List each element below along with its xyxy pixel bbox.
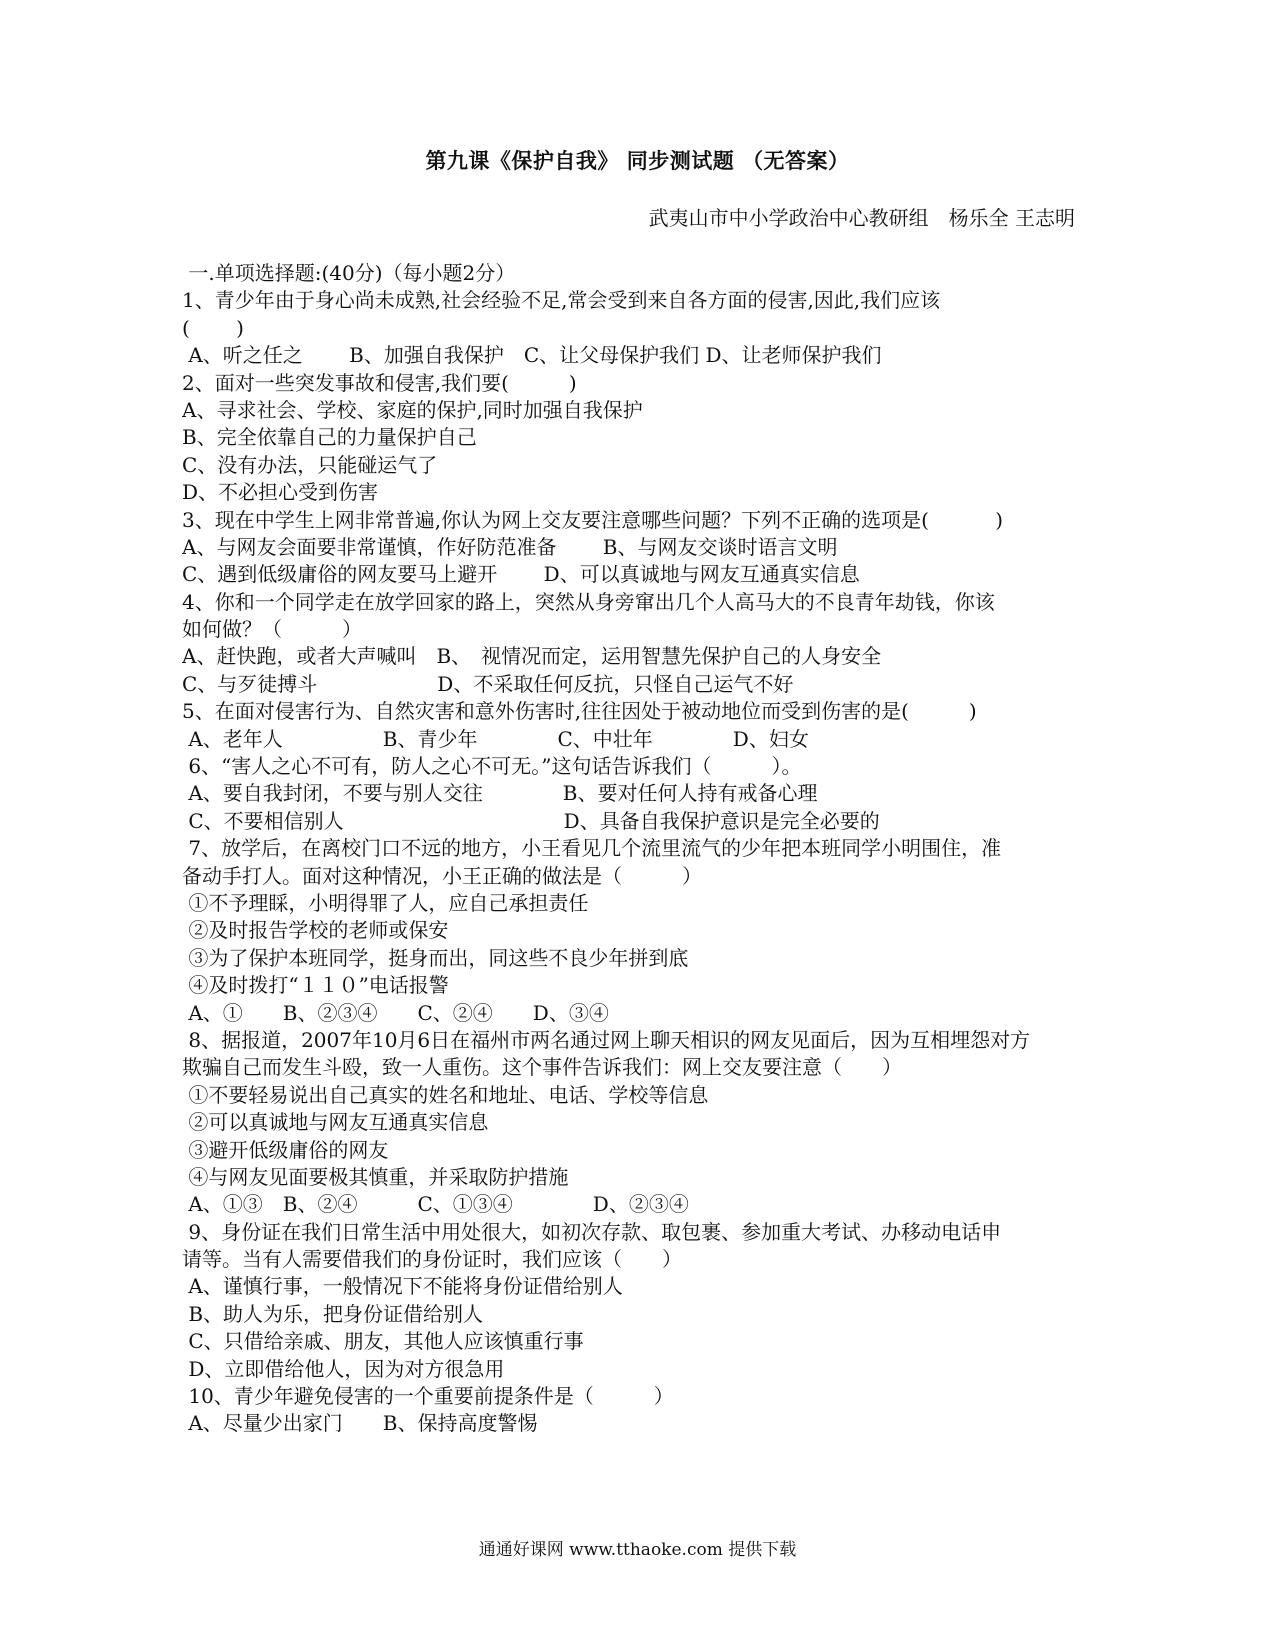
question-body	[182, 260, 1092, 1438]
question-1-blank: ( )	[182, 315, 244, 340]
question-8-item-2: ②可以真诚地与网友互通真实信息	[182, 1110, 489, 1135]
question-6-options-ab: A、要自我封闭，不要与别人交往 B、要对任何人持有戒备心理	[182, 781, 818, 806]
question-4-options-cd: C、与歹徒搏斗 D、不采取任何反抗，只怪自己运气不好	[182, 671, 794, 696]
question-7-item-2: ②及时报告学校的老师或保安	[182, 918, 449, 943]
question-2-option-b: B、完全依靠自己的力量保护自己	[182, 425, 477, 450]
question-4: 4、你和一个同学走在放学回家的路上，突然从身旁窜出几个人高马大的不良青年劫钱，你该	[182, 589, 995, 614]
question-9-option-c: C、只借给亲戚、朋友，其他人应该慎重行事	[182, 1329, 584, 1354]
question-1: 1、青少年由于身心尚未成熟,社会经验不足,常会受到来自各方面的侵害,因此,我们应该	[182, 288, 941, 313]
question-8-item-3: ③避开低级庸俗的网友	[182, 1137, 389, 1162]
section-heading: 一.单项选择题:(40分)（每小题2分）	[182, 261, 516, 285]
question-9-option-a: A、谨慎行事，一般情况下不能将身份证借给别人	[182, 1274, 623, 1299]
question-8-item-1: ①不要轻易说出自己真实的姓名和地址、电话、学校等信息	[182, 1082, 709, 1107]
question-2-option-c: C、没有办法，只能碰运气了	[182, 452, 438, 477]
question-8-options: A、①③ B、②④ C、①③④ D、②③④	[182, 1192, 689, 1217]
question-7-item-1: ①不予理睬，小明得罪了人，应自己承担责任	[182, 890, 589, 915]
question-8: 8、据报道，2007年10月6日在福州市两名通过网上聊天相识的网友见面后，因为互相埋怨对方	[182, 1027, 1031, 1052]
question-5: 5、在面对侵害行为、自然灾害和意外伤害时,往往因处于被动地位而受到伤害的是( )	[182, 699, 977, 724]
question-8-item-4: ④与网友见面要极其慎重，并采取防护措施	[182, 1164, 569, 1189]
question-7-options: A、① B、②③④ C、②④ D、③④	[182, 1000, 609, 1025]
question-6: 6、“害人之心不可有，防人之心不可无。”这句话告诉我们（ ）。	[182, 754, 802, 779]
question-4-options-ab: A、赶快跑，或者大声喊叫 B、 视情况而定，运用智慧先保护自己的人身安全	[182, 644, 882, 669]
question-10: 10、青少年避免侵害的一个重要前提条件是（ ）	[182, 1384, 674, 1409]
author-line: 武夷山市中小学政治中心教研组 杨乐全 王志明	[648, 206, 1075, 230]
question-2-option-a: A、寻求社会、学校、家庭的保护,同时加强自我保护	[182, 397, 643, 422]
question-6-options-cd: C、不要相信别人 D、具备自我保护意识是完全必要的	[182, 808, 880, 833]
question-7: 7、放学后，在离校门口不远的地方，小王看见几个流里流气的少年把本班同学小明围住，准	[182, 836, 1002, 861]
question-1-options: A、听之任之 B、加强自我保护 C、让父母保护我们 D、让老师保护我们	[182, 343, 882, 368]
question-3: 3、现在中学生上网非常普遍,你认为网上交友要注意哪些问题？下列不正确的选项是( )	[182, 507, 1004, 532]
question-7-cont: 备动手打人。面对这种情况，小王正确的做法是（ ）	[182, 863, 702, 888]
question-9: 9、身份证在我们日常生活中用处很大，如初次存款、取包裹、参加重大考试、办移动电话申	[182, 1219, 1002, 1244]
page-footer: 通通好课网 www.tthaoke.com 提供下载	[478, 1540, 797, 1560]
question-4-cont: 如何做？（ ）	[182, 617, 362, 642]
question-3-options-cd: C、遇到低级庸俗的网友要马上避开 D、可以真诚地与网友互通真实信息	[182, 562, 860, 587]
question-7-item-4: ④及时拨打“１１０”电话报警	[182, 973, 449, 998]
question-2: 2、面对一些突发事故和侵害,我们要( )	[182, 370, 577, 395]
question-3-options-ab: A、与网友会面要非常谨慎，作好防范准备 B、与网友交谈时语言文明	[182, 534, 838, 559]
question-8-cont: 欺骗自己而发生斗殴，致一人重伤。这个事件告诉我们：网上交友要注意（ ）	[182, 1055, 902, 1080]
question-9-option-b: B、助人为乐，把身份证借给别人	[182, 1301, 484, 1326]
question-10-options: A、尽量少出家门 B、保持高度警惕	[182, 1411, 538, 1436]
question-9-option-d: D、立即借给他人，因为对方很急用	[182, 1356, 505, 1381]
question-5-options: A、老年人 B、青少年 C、中壮年 D、妇女	[182, 726, 809, 751]
question-7-item-3: ③为了保护本班同学，挺身而出，同这些不良少年拼到底	[182, 945, 689, 970]
question-9-cont: 请等。当有人需要借我们的身份证时，我们应该（ ）	[182, 1247, 682, 1272]
question-2-option-d: D、不必担心受到伤害	[182, 480, 379, 505]
document-title: 第九课《保护自我》 同步测试题 （无答案）	[425, 148, 850, 173]
